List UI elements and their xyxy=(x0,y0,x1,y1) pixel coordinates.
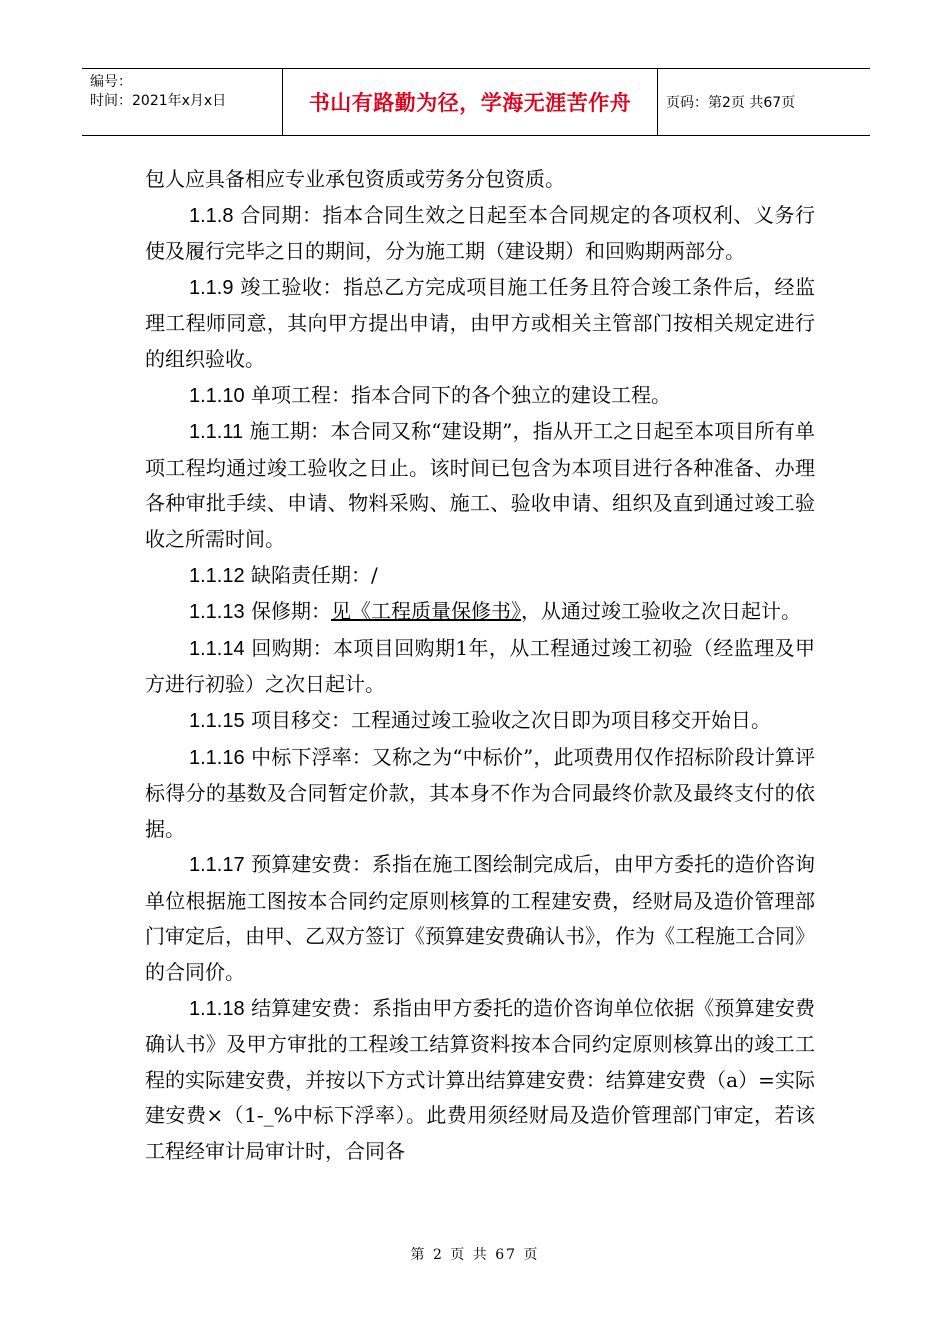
clause-number: 1.1.14 xyxy=(189,637,245,660)
warranty-reference: 见《工程质量保修书》 xyxy=(330,599,521,624)
header-meta-cell xyxy=(82,69,283,135)
clause-text: 中标下浮率：又称之为“中标价”，此项费用仅作招标阶段计算评标得分的基数及合同暂定价款，其本身不作为合同最终价款及最终支付的依据。 xyxy=(145,744,815,841)
page-footer: 第 2 页 共 67 页 xyxy=(410,1247,540,1263)
clause-text: 结算建安费：系指由甲方委托的造价咨询单位依据《预算建安费确认书》及甲方审批的工程竣工结算资料按本合同约定原则核算出的竣工工程的实际建安费，并按以下方式计算出结算建安费：结算建安费（a）=实际建安费×（1-_%中标下浮率）。此费用须经财局及造价管理部门审定，若该工程经审计局审计时，合同各 xyxy=(145,995,815,1164)
clause-number: 1.1.17 xyxy=(189,854,245,877)
clause-text: 项目移交：工程通过竣工验收之次日即为项目移交开始日。 xyxy=(244,707,771,732)
clause-1-1-9 xyxy=(145,270,815,378)
clause-text: 合同期：指本合同生效之日起至本合同规定的各项权利、义务行使及履行完毕之日的期间，分为施工期（建设期）和回购期两部分。 xyxy=(145,202,815,264)
clause-number: 1.1.11 xyxy=(189,421,244,444)
clause-text: 回购期：本项目回购期1年，从工程通过竣工初验（经监理及甲方进行初验）之次日起计。 xyxy=(145,635,815,697)
clause-1-1-18 xyxy=(145,991,815,1170)
clause-number: 1.1.13 xyxy=(189,601,245,624)
clause-text: 保修期： xyxy=(244,599,331,624)
clause-number: 1.1.10 xyxy=(189,384,245,407)
clause-number: 1.1.8 xyxy=(189,204,234,227)
clause-1-1-12 xyxy=(145,558,815,595)
clause-text: 缺陷责任期：/ xyxy=(244,562,378,587)
clause-1-1-15 xyxy=(145,703,815,740)
header-motto: 书山有路勤为径，学海无涯苦作舟 xyxy=(283,69,658,135)
clause-number: 1.1.9 xyxy=(189,276,234,299)
paragraph-continuation: 包人应具备相应专业承包资质或劳务分包资质。 xyxy=(145,167,565,191)
clause-1-1-14 xyxy=(145,631,815,703)
serial-number-label: 编号： xyxy=(90,74,132,90)
clause-text: 预算建安费：系指在施工图绘制完成后，由甲方委托的造价咨询单位根据施工图按本合同约定原则核算的工程建安费，经财局及造价管理部门审定后，由甲、乙双方签订《预算建安费确认书》，作为《工程施工合同》的合同价。 xyxy=(145,852,815,985)
date-label: 时间：2021年x月x日 xyxy=(90,93,227,109)
clause-1-1-8 xyxy=(145,198,815,270)
clause-text-tail: ，从通过竣工验收之次日起计。 xyxy=(520,599,801,624)
clause-text: 单项工程：指本合同下的各个独立的建设工程。 xyxy=(244,382,671,407)
clause-number: 1.1.16 xyxy=(189,746,245,769)
page-header xyxy=(82,68,870,136)
clause-text: 竣工验收：指总乙方完成项目施工任务且符合竣工条件后，经监理工程师同意，其向甲方提出申请，由甲方或相关主管部门按相关规定进行的组织验收。 xyxy=(145,274,815,371)
clause-1-1-10 xyxy=(145,378,815,415)
clause-text: 施工期：本合同又称“建设期”，指从开工之日起至本项目所有单项工程均通过竣工验收之日止。该时间已包含为本项目进行各种准备、办理各种审批手续、申请、物料采购、施工、验收申请、组织及直到通过竣工验收之所需时间。 xyxy=(145,419,815,551)
clause-1-1-16 xyxy=(145,740,815,848)
clause-number: 1.1.15 xyxy=(189,709,245,732)
clause-1-1-11 xyxy=(145,414,815,557)
clause-number: 1.1.12 xyxy=(189,564,245,587)
document-body xyxy=(145,162,815,1170)
clause-1-1-17 xyxy=(145,847,815,990)
header-page-info: 页码：第2页 共67页 xyxy=(666,95,796,111)
clause-number: 1.1.18 xyxy=(189,997,245,1020)
clause-1-1-13 xyxy=(145,594,815,631)
